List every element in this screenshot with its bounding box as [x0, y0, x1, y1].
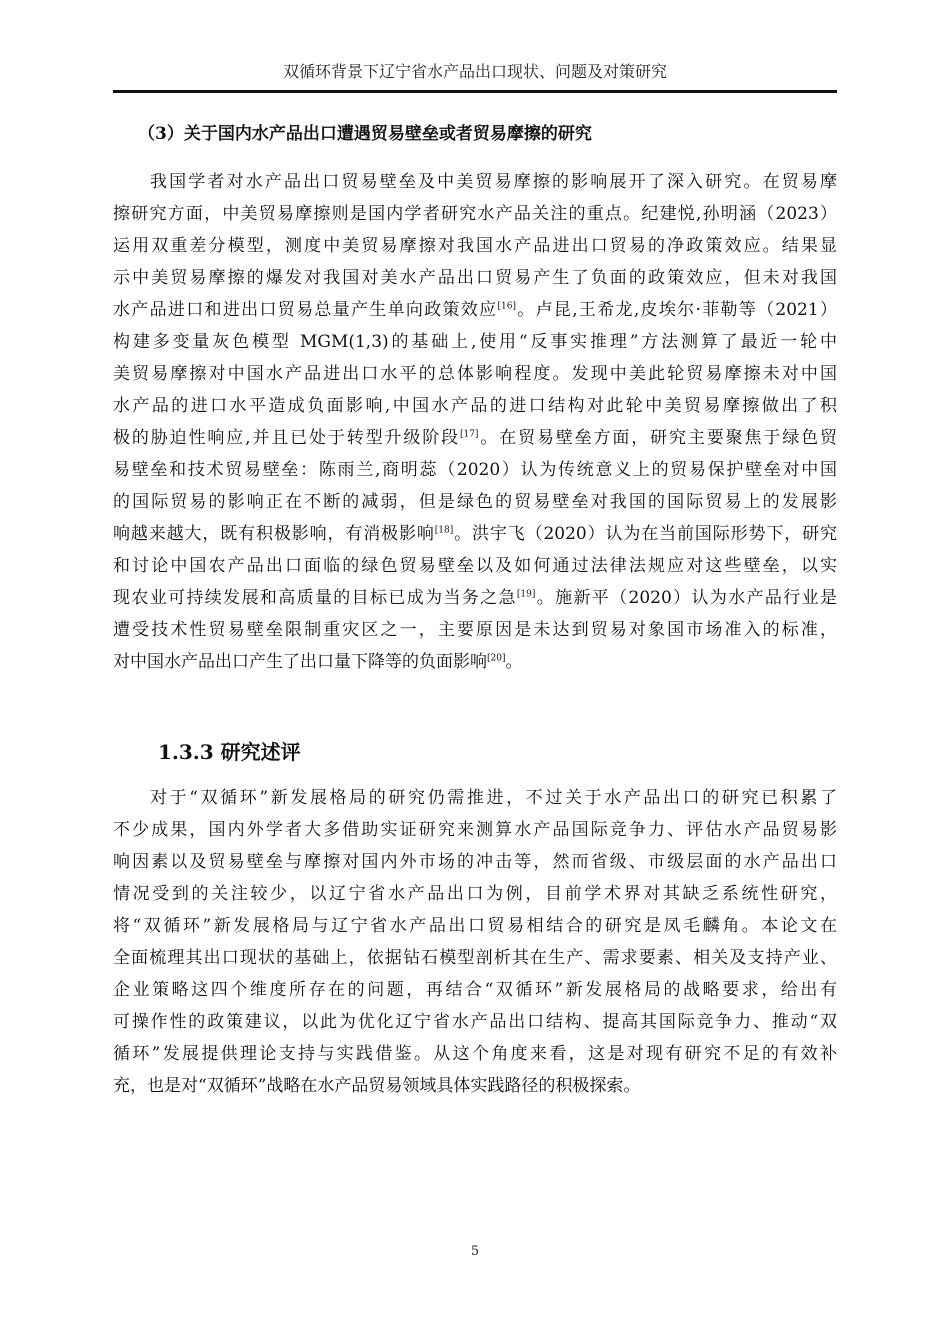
text-line: 易壁垒和技术贸易壁垒：陈雨兰,商明蕊（2020）认为传统意义上的贸易保护壁垒对中国	[113, 460, 837, 480]
text-run: 现农业可持续发展和高质量的目标已成为当务之急	[113, 588, 517, 608]
citation-ref[interactable]: [16]	[497, 301, 516, 312]
text-line: 充，也是对“双循环”战略在水产品贸易领域具体实践路径的积极探索。	[113, 1076, 641, 1096]
text-line: 运用双重差分模型，测度中美贸易摩擦对我国水产品进出口贸易的净政策效应。结果显	[113, 236, 837, 256]
text-run: 。在贸易壁垒方面，研究主要聚焦于绿色贸	[478, 428, 838, 448]
text-line	[113, 294, 837, 326]
text-line: 和讨论中国农产品出口面临的绿色贸易壁垒以及如何通过法律法规应对这些壁垒，以实	[113, 556, 837, 576]
paragraph-trade-barriers	[113, 166, 837, 678]
text-line: 我国学者对水产品出口贸易壁垒及中美贸易摩擦的影响展开了深入研究。在贸易摩	[150, 172, 837, 192]
text-run: 对中国水产品出口产生了出口量下降等的负面影响	[113, 652, 487, 672]
text-line: 遭受技术性贸易壁垒限制重灾区之一，主要原因是未达到贸易对象国市场准入的标准，	[113, 620, 837, 640]
text-line	[113, 422, 837, 454]
text-line: 企业策略这四个维度所存在的问题，再结合“双循环”新发展格局的战略要求，给出有	[113, 980, 837, 1000]
citation-ref[interactable]: [17]	[459, 429, 479, 440]
citation-ref[interactable]: [19]	[516, 589, 536, 600]
text-line: 美贸易摩擦对中国水产品进出口水平的总体影响程度。发现中美此轮贸易摩擦未对中国	[113, 364, 837, 384]
text-line	[113, 518, 837, 550]
text-line: 水产品的进口水平造成负面影响,中国水产品的进口结构对此轮中美贸易摩擦做出了积	[113, 396, 837, 416]
text-line: 示中美贸易摩擦的爆发对我国对美水产品出口贸易产生了负面的政策效应，但未对我国	[113, 268, 837, 288]
text-run: 水产品进口和进出口贸易总量产生单向政策效应	[113, 300, 498, 320]
citation-ref[interactable]: [20]	[487, 653, 506, 664]
text-line: 情况受到的关注较少，以辽宁省水产品出口为例，目前学术界对其缺乏系统性研究，	[113, 884, 837, 904]
text-run: 。施新平（2020）认为水产品行业是	[535, 588, 838, 608]
header-rule	[113, 90, 837, 93]
text-run: 。卢昆,王希龙,皮埃尔·菲勒等（2021）	[515, 300, 837, 320]
text-line: 响因素以及贸易壁垒与摩擦对国内外市场的冲击等，然而省级、市级层面的水产品出口	[113, 852, 837, 872]
text-line: 将“双循环”新发展格局与辽宁省水产品出口贸易相结合的研究是凤毛麟角。本论文在	[113, 916, 837, 936]
text-run: 响越来越大，既有积极影响，有消极影响	[113, 524, 435, 544]
text-line: 可操作性的政策建议，以此为优化辽宁省水产品出口结构、提高其国际竞争力、推动“双	[113, 1012, 837, 1032]
text-line: 循环”发展提供理论支持与实践借鉴。从这个角度来看，这是对现有研究不足的有效补	[113, 1044, 837, 1064]
text-run: 。洪宇飞（2020）认为在当前国际形势下，研究	[453, 524, 837, 544]
text-line: 全面梳理其出口现状的基础上，依据钻石模型剖析其在生产、需求要素、相关及支持产业、	[113, 948, 837, 968]
subsection-heading: （3）关于国内水产品出口遭遇贸易壁垒或者贸易摩擦的研究	[138, 124, 592, 144]
section-heading: 1.3.3 研究述评	[158, 740, 301, 764]
text-line: 的国际贸易的影响正在不断的减弱，但是绿色的贸易壁垒对我国的国际贸易上的发展影	[113, 492, 837, 512]
running-header: 双循环背景下辽宁省水产品出口现状、问题及对策研究	[282, 62, 667, 81]
text-line: 不少成果，国内外学者大多借助实证研究来测算水产品国际竞争力、评估水产品贸易影	[113, 820, 837, 840]
text-line: 擦研究方面，中美贸易摩擦则是国内学者研究水产品关注的重点。纪建悦,孙明涵（2023）	[113, 204, 837, 224]
text-run: 。	[505, 652, 523, 672]
text-line	[113, 646, 837, 678]
text-line: 对于“双循环”新发展格局的研究仍需推进，不过关于水产品出口的研究已积累了	[150, 788, 837, 808]
page-number: 5	[470, 1244, 480, 1259]
citation-ref[interactable]: [18]	[434, 525, 454, 536]
paragraph-review	[113, 782, 837, 1102]
text-line	[113, 582, 837, 614]
text-line: 构建多变量灰色模型 MGM(1,3)的基础上,使用“反事实推理”方法测算了最近一轮中	[113, 332, 837, 352]
text-run: 极的胁迫性响应,并且已处于转型升级阶段	[113, 428, 460, 448]
